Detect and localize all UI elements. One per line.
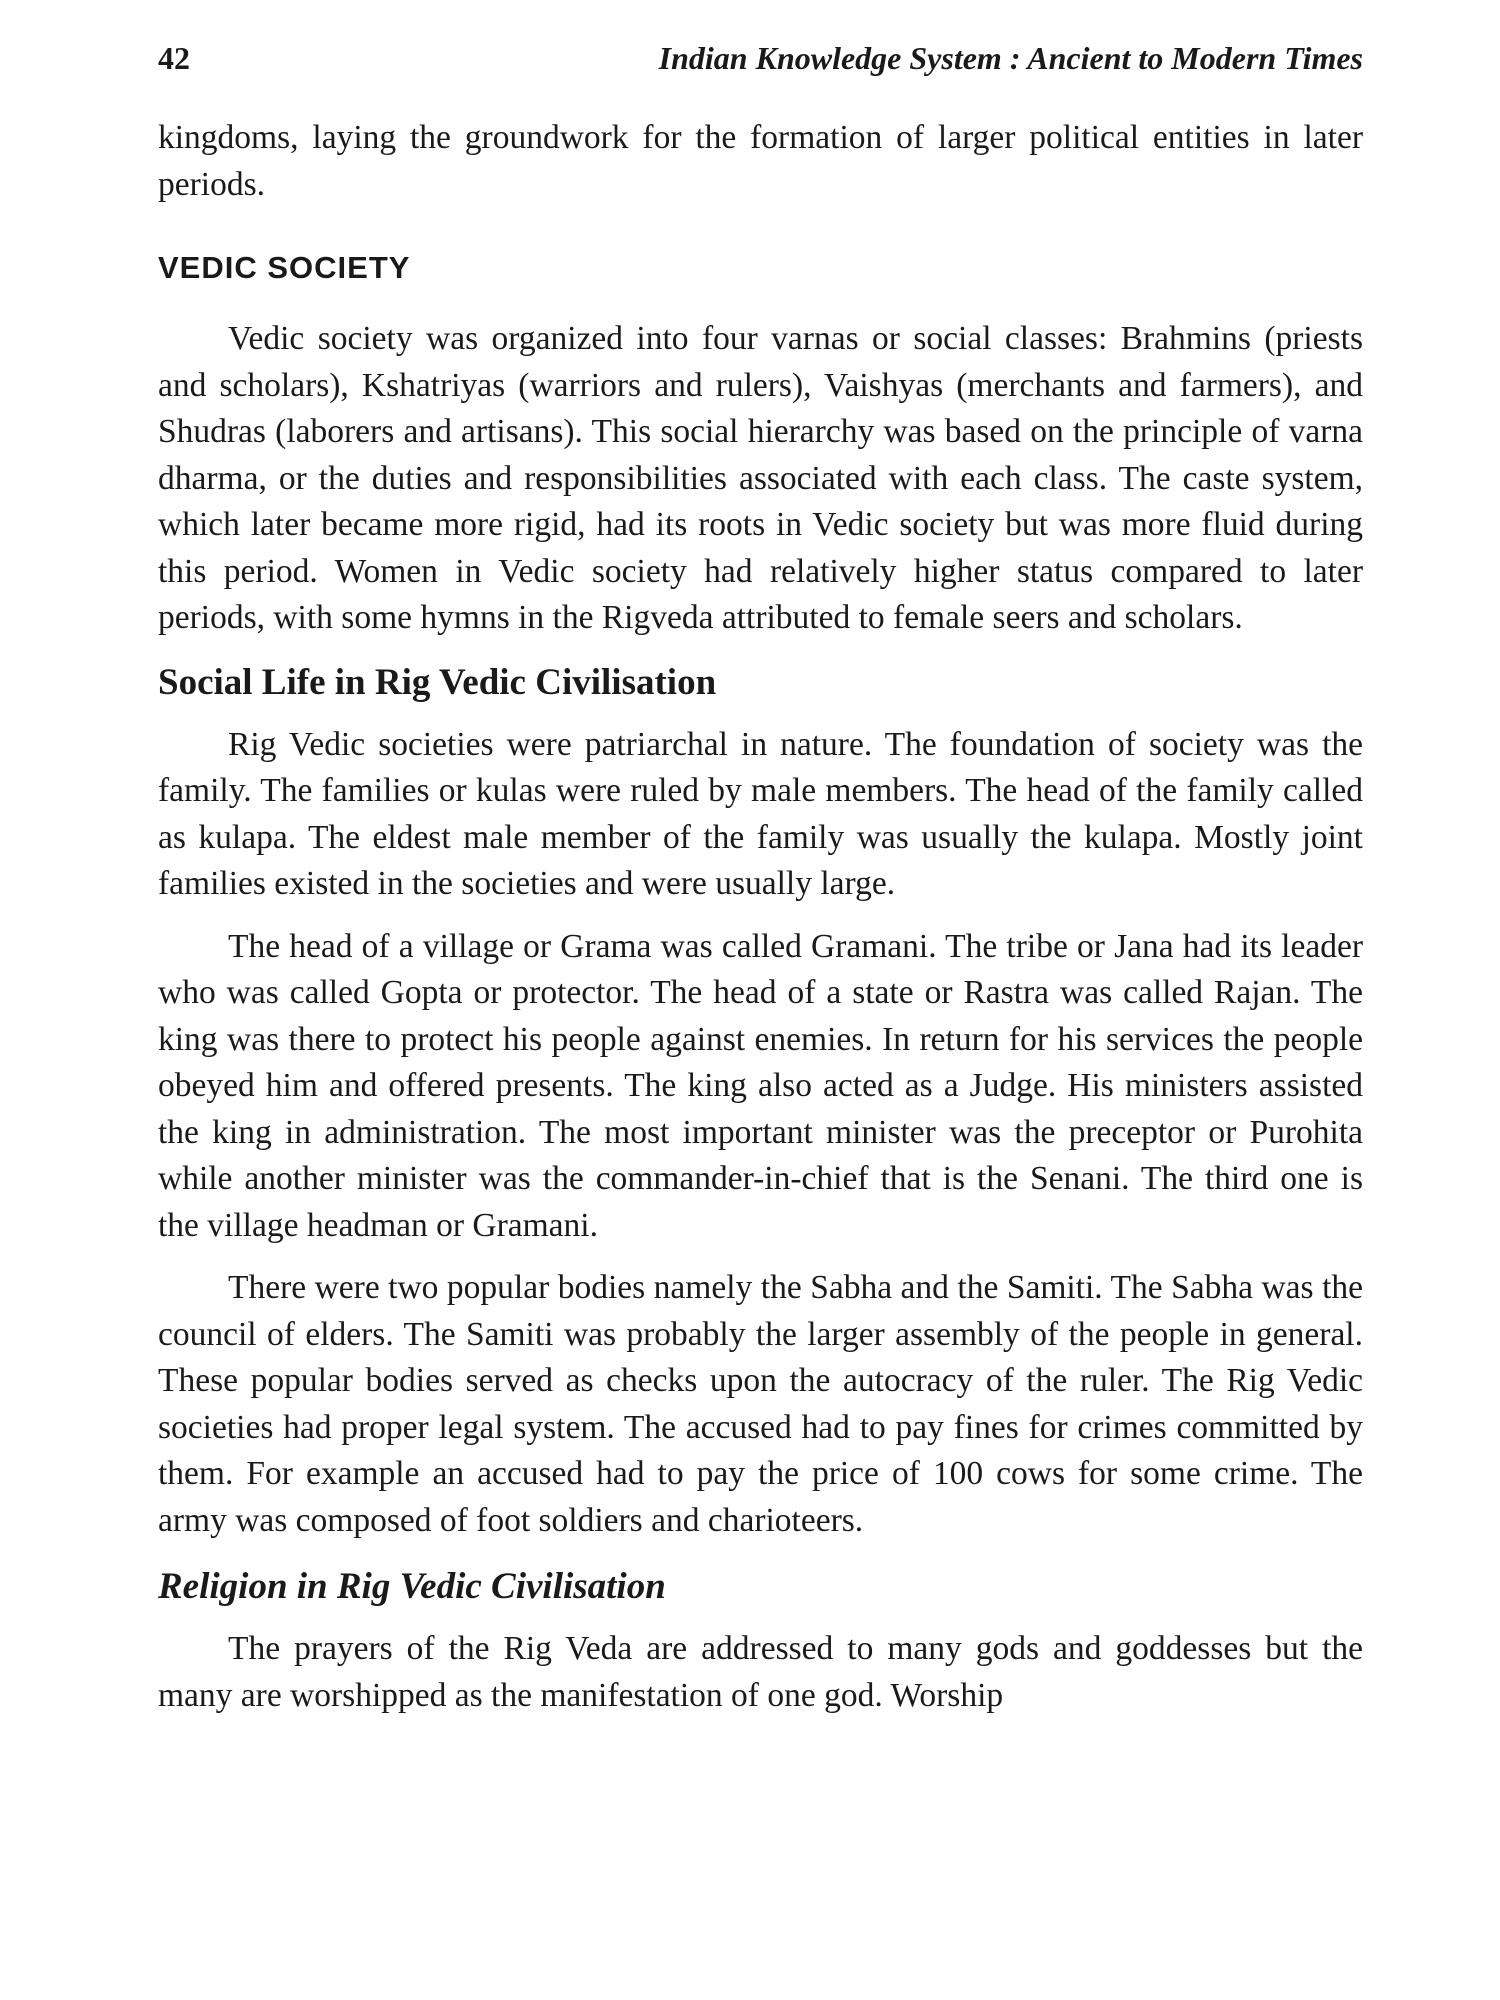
body-text — [158, 115, 1363, 1719]
heading-social-life: Social Life in Rig Vedic Civilisation — [158, 661, 717, 703]
page-number: 42 — [158, 40, 190, 76]
paragraph-religion: The prayers of the Rig Veda are addressed to many gods and goddesses but the many are worshipped as the manifestation of one god. Worship — [158, 1630, 1363, 1714]
paragraph-social-life-1: Rig Vedic societies were patriarchal in nature. The foundation of society was the family. The families or kulas were ruled by male members. The head of the family called as kulapa. The eldest male member of the family was usually the kulapa. Mostly joint families existed in the societies and were usually large. — [158, 725, 1363, 902]
heading-vedic-society: VEDIC SOCIETY — [158, 250, 411, 285]
heading-religion: Religion in Rig Vedic Civilisation — [158, 1566, 666, 1607]
intro-paragraph: kingdoms, laying the groundwork for the formation of larger political entities in later periods. — [158, 119, 1363, 203]
running-head — [158, 40, 1363, 80]
paragraph-social-life-3: There were two popular bodies namely the Sabha and the Samiti. The Sabha was the council of elders. The Samiti was probably the larger assembly of the people in general. These popular bodies served as checks upon the autocracy of the ruler. The Rig Vedic societies had proper legal system. The accused had to pay fines for crimes committed by them. For example an accused had to pay the price of 100 cows for some crime. The army was composed of foot soldiers and charioteers. — [158, 1269, 1363, 1539]
paragraph-vedic-society: Vedic society was organized into four varnas or social classes: Brahmins (priests and scholars), Kshatriyas (warriors and rulers), Vaishyas (merchants and farmers), and Shudras (laborers and artisans). This social hierarchy was based on the principle of varna dharma, or the duties and responsibilities associated with each class. The caste system, which later became more rigid, had its roots in Vedic society but was more fluid during this period. Women in Vedic society had relatively higher status compared to later periods, with some hymns in the Rigveda attributed to female seers and scholars. — [158, 320, 1363, 636]
paragraph-social-life-2: The head of a village or Grama was called Gramani. The tribe or Jana had its leader who was called Gopta or protector. The head of a state or Rastra was called Rajan. The king was there to protect his people against enemies. In return for his services the people obeyed him and offered presents. The king also acted as a Judge. His ministers assisted the king in administration. The most important minister was the preceptor or Purohita while another minister was the commander-in-chief that is the Senani. The third one is the village headman or Gramani. — [158, 927, 1363, 1244]
running-title: Indian Knowledge System : Ancient to Modern Times — [658, 40, 1363, 76]
